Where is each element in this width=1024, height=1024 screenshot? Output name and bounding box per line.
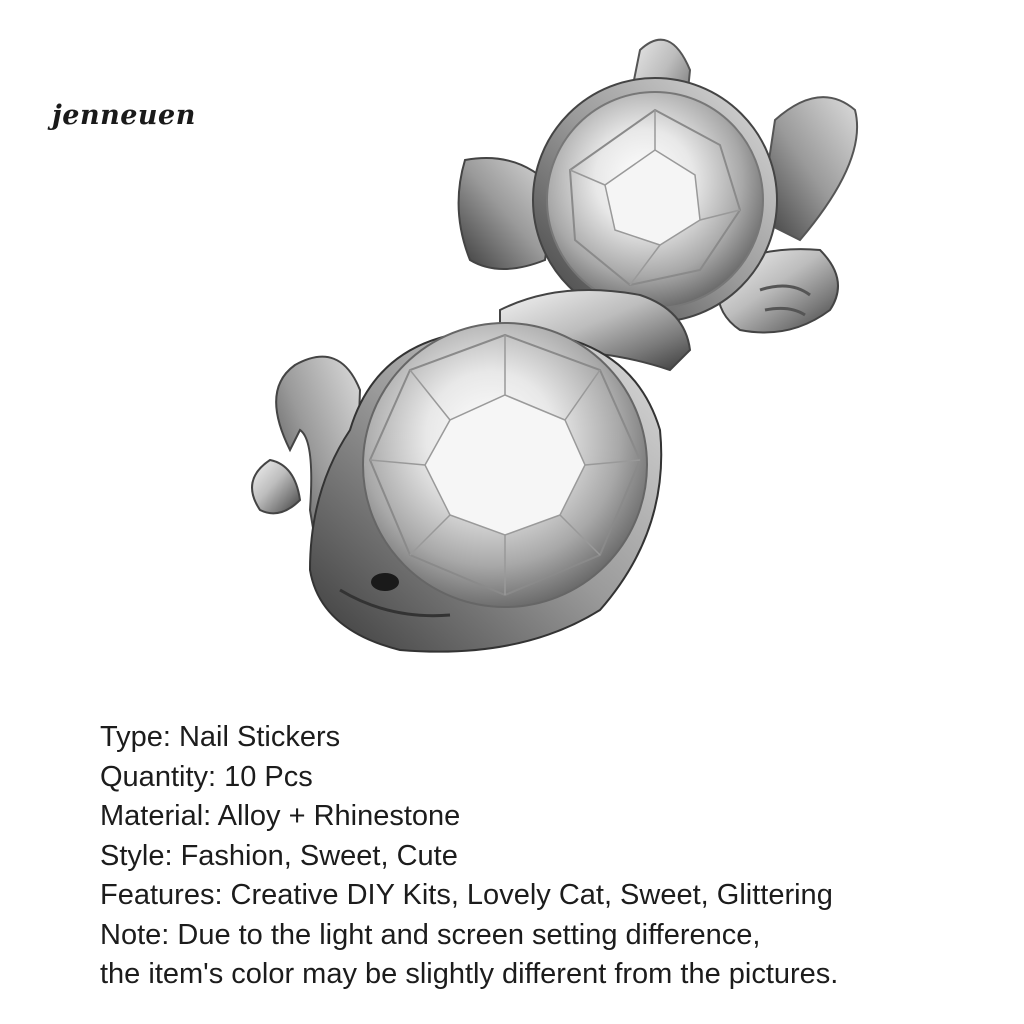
- spec-type: Type: Nail Stickers: [100, 721, 341, 753]
- cat-nail-charm-image: [200, 10, 900, 690]
- spec-style: Style: Fashion, Sweet, Cute: [100, 839, 458, 872]
- spec-note-continued: the item's color may be slightly different from the pictures.: [100, 958, 839, 990]
- spec-quantity: Quantity: 10 Pcs: [100, 760, 313, 793]
- spec-note: Note: Due to the light and screen setting difference,: [100, 918, 761, 951]
- spec-material: Material: Alloy + Rhinestone: [100, 800, 461, 832]
- spec-features: Features: Creative DIY Kits, Lovely Cat, Sweet, Glittering: [100, 879, 833, 911]
- brand-watermark: jenneuen: [52, 100, 196, 131]
- product-specifications: [100, 718, 980, 995]
